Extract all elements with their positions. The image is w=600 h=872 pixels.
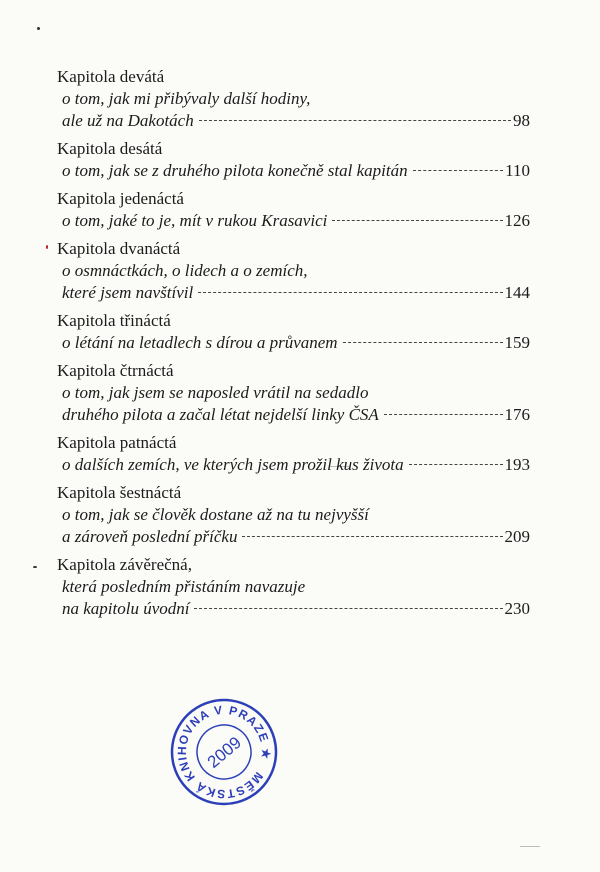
page-number: 230 <box>504 599 530 618</box>
chapter-subtitle: na kapitolu úvodní <box>62 599 190 618</box>
toc-entry <box>57 238 530 304</box>
page-number: 176 <box>504 405 530 424</box>
chapter-subtitle-line <box>57 282 530 304</box>
dot-leader <box>194 608 502 609</box>
chapter-heading: Kapitola desátá <box>57 139 163 158</box>
toc-entry <box>57 66 530 132</box>
chapter-subtitle-line <box>57 382 530 404</box>
chapter-subtitle-line <box>57 110 530 132</box>
chapter-subtitle-line <box>57 332 530 354</box>
chapter-subtitle-line <box>57 260 530 282</box>
page-number: 98 <box>513 111 530 130</box>
toc-entry <box>57 360 530 426</box>
chapter-subtitle-line <box>57 598 530 620</box>
page-number: 159 <box>504 333 530 352</box>
toc-entry <box>57 432 530 476</box>
chapter-heading: Kapitola patnáctá <box>57 433 177 452</box>
chapter-heading: Kapitola devátá <box>57 67 165 86</box>
dot-leader <box>343 342 503 343</box>
dot-leader <box>409 464 503 465</box>
chapter-subtitle: které jsem navštívil <box>62 283 194 302</box>
chapter-subtitle: o tom, jaké to je, mít v rukou Krasavici <box>62 211 328 230</box>
toc-entry <box>57 188 530 232</box>
chapter-heading: Kapitola třináctá <box>57 311 171 330</box>
dust-speck <box>33 566 37 568</box>
chapter-subtitle-line <box>57 210 530 232</box>
chapter-heading: Kapitola dvanáctá <box>57 239 181 258</box>
dust-speck <box>37 27 40 30</box>
scan-mark <box>520 846 540 847</box>
page-number: 209 <box>504 527 530 546</box>
toc-entry <box>57 310 530 354</box>
dot-leader <box>198 292 502 293</box>
toc-entry <box>57 554 530 620</box>
library-stamp <box>168 696 280 808</box>
dot-leader <box>384 414 503 415</box>
dot-leader <box>242 536 502 537</box>
chapter-subtitle: o tom, jak mi přibývaly další hodiny, <box>62 89 311 108</box>
chapter-subtitle-line <box>57 404 530 426</box>
dot-leader <box>199 120 511 121</box>
toc-entry <box>57 138 530 182</box>
chapter-subtitle-line <box>57 526 530 548</box>
toc-entry <box>57 482 530 548</box>
chapter-subtitle: a zároveň poslední příčku <box>62 527 238 546</box>
chapter-heading: Kapitola šestnáctá <box>57 483 182 502</box>
chapter-subtitle-line <box>57 88 530 110</box>
page-number: 193 <box>504 455 530 474</box>
chapter-subtitle-line <box>57 576 530 598</box>
page-number: 126 <box>504 211 530 230</box>
table-of-contents <box>57 66 530 626</box>
chapter-subtitle: o létání na letadlech s dírou a průvanem <box>62 333 338 352</box>
chapter-subtitle: o tom, jak se člověk dostane až na tu nejvyšší <box>62 505 369 524</box>
chapter-subtitle: o dalších zemích, ve kterých jsem prožil kus života <box>62 455 404 474</box>
chapter-subtitle: o osmnáctkách, o lidech a o zemích, <box>62 261 308 280</box>
chapter-subtitle-line <box>57 504 530 526</box>
stamp-year: 2009 <box>203 732 245 772</box>
chapter-subtitle: která posledním přistáním navazuje <box>62 577 306 596</box>
dot-leader <box>332 220 502 221</box>
chapter-subtitle: ale už na Dakotách <box>62 111 194 130</box>
chapter-subtitle: druhého pilota a začal létat nejdelší linky ČSA <box>62 405 379 424</box>
chapter-subtitle: o tom, jak se z druhého pilota konečně stal kapitán <box>62 161 408 180</box>
chapter-heading: Kapitola čtrnáctá <box>57 361 174 380</box>
chapter-heading: Kapitola jedenáctá <box>57 189 184 208</box>
ink-speck <box>46 245 48 249</box>
dot-leader <box>413 170 504 171</box>
chapter-heading: Kapitola závěrečná, <box>57 555 192 574</box>
chapter-subtitle-line <box>57 160 530 182</box>
chapter-subtitle: o tom, jak jsem se naposled vrátil na sedadlo <box>62 383 369 402</box>
stamp-text: MĚSTSKÁ KNIHOVNA V PRAZE ★ <box>174 702 274 802</box>
page-number: 110 <box>505 161 530 180</box>
page-number: 144 <box>504 283 530 302</box>
chapter-subtitle-line <box>57 454 530 476</box>
